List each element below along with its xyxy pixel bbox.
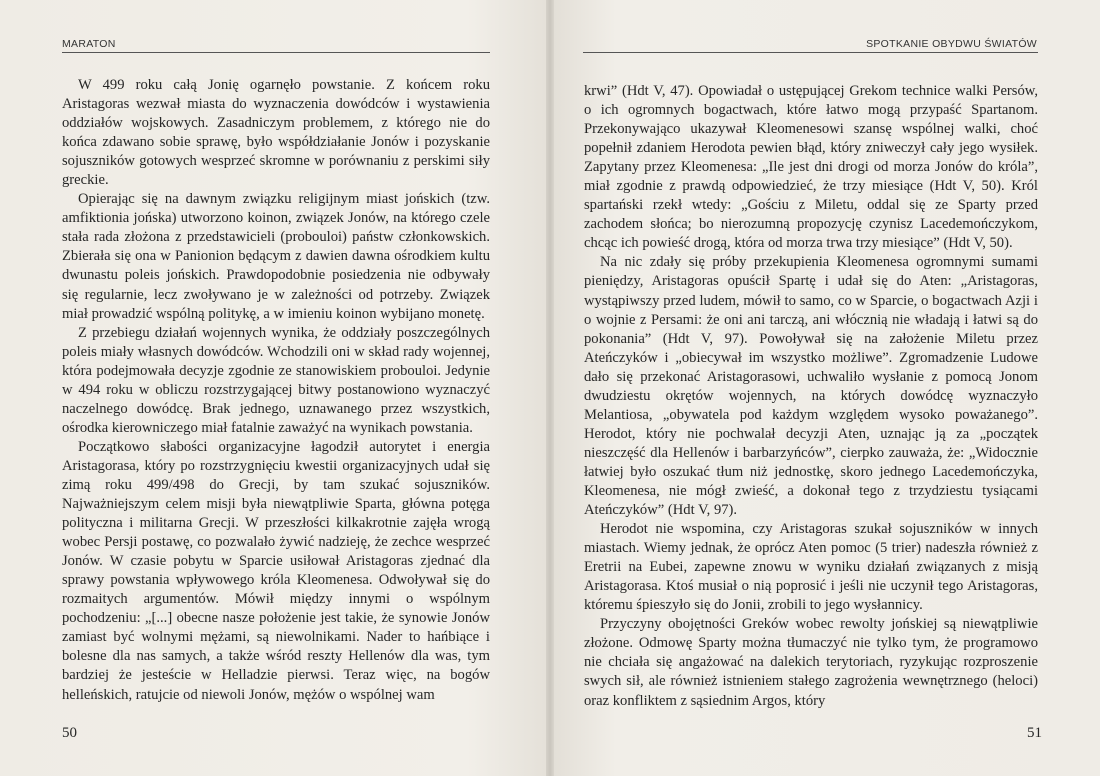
right-page-body — [584, 82, 1038, 711]
paragraph: Przyczyny obojętności Greków wobec rewolty jońskiej są niewątpliwie złożone. Odmowę Sparty można tłumaczyć nie tylko tym, że programowo nie chciała się angażować na dalekich terytoriach, ryzykując rozproszenie swych sił, ale również istnieniem stałego zagrożenia wewnętrznego (heloci) oraz konfliktem z sąsiednim Argos, który — [584, 616, 1038, 709]
page-number-right: 51 — [1027, 725, 1042, 741]
paragraph: Herodot nie wspomina, czy Aristagoras szukał sojuszników w innych miastach. Wiemy jednak, że oprócz Aten pomoc (5 trier) nadeszła również z Eretrii na Eubei, zapewne znowu w wyniku działań związanych z misją Aristagorasa. Ktoś musiał o nią poprosić i jeśli nie uczynił tego Aristagoras, któremu śpieszyło się do Jonii, zrobili to jego wysłannicy. — [584, 521, 1038, 614]
header-rule-left — [62, 52, 490, 53]
right-page — [550, 0, 1100, 776]
paragraph: Początkowo słabości organizacyjne łagodził autorytet i energia Aristagorasa, który po rozstrzygnięciu kwestii organizacyjnych udał się zimą roku 499/498 do Grecji, by tam szukać sojuszników. Najważniejszym celem misji była niewątpliwie Sparta, główna potęga polityczna i militarna Grecji. W przeszłości kilkakrotnie zajęła wrogą wobec Persji postawę, co pozwalało żywić nadzieję, że zechce wesprzeć Jonów. W czasie pobytu w Sparcie usiłował Aristagoras zjednać dla sprawy powstania wpływowego króla Kleomenesa. Odwoływał się do rozmaitych argumentów. Mówił między innymi o wspólnym pochodzeniu: „[...] obecne nasze położenie jest takie, że synowie Jonów zamiast być wolnymi mężami, są niewolnikami. Nader to hańbiące i bolesne dla nas samych, a także wśród reszty Hellenów dla was, tym bardziej że jesteście w Helladzie pierwsi. Teraz więc, na bogów helleńskich, ratujcie od niewoli Jonów, mężów o wspólnej wam — [62, 438, 490, 703]
paragraph: Z przebiegu działań wojennych wynika, że oddziały poszczególnych poleis miały własnych dowódców. Wchodzili oni w skład rady wojennej, która podejmowała decyzje zgodnie ze stanowiskiem probouloi. Jedynie w 494 roku w obliczu rozstrzygającej bitwy postanowiono wyznaczyć naczelnego dowódcę. Brak jednego, uznawanego przez wszystkich, ośrodka kierowniczego miał fatalnie zaważyć na wynikach powstania. — [62, 324, 490, 436]
paragraph: krwi” (Hdt V, 47). Opowiadał o ustępującej Grekom technice walki Persów, o ich ogromnych bogactwach, które łatwo mogą przypaść Spartanom. Przekonywająco ukazywał Kleomenesowi szansę wspólnej walki, choć popełnił zdaniem Herodota pewien błąd, który zniweczył cały jego wysiłek. Zapytany przez Kleomenesa: „Ile jest dni drogi od morza Jonów do króla”, miał zgodnie z prawdą odpowiedzieć, że trzy miesiące (Hdt V, 50). Król spartański rzekł wtedy: „Gościu z Miletu, oddal się ze Sparty przed zachodem słońca; bo nierozumną propozycję czynisz Lacedemończykom, chcąc ich powieść drogą, która od morza trwa trzy miesiące” (Hdt V, 50). — [584, 83, 1038, 252]
paragraph: W 499 roku całą Jonię ogarnęło powstanie. Z końcem roku Aristagoras wezwał miasta do wyznaczenia dowódców i wystawienia oddziałów wojskowych. Zasadniczym problemem, z którego nie do końca zdawano sobie sprawę, było współdziałanie Jonów i pozyskanie sojuszników gotowych wesprzeć skromne w porównaniu z perskimi siły greckie. — [62, 77, 490, 189]
paragraph: Opierając się na dawnym związku religijnym miast jońskich (tzw. amfiktionia jońska) utworzono koinon, związek Jonów, na którego czele stała rada złożona z przedstawicieli (probouloi) państw członkowskich. Zbierała się ona w Panionion będącym z dawien dawna ośrodkiem kultu dwunastu poleis jońskich. Prawdopodobnie posiedzenia nie odbywały się regularnie, lecz zwoływano je w zależności od potrzeby. Związek miał prowadzić wspólną politykę, a w imieniu koinon wybijano monetę. — [62, 191, 490, 322]
book-gutter — [546, 0, 554, 776]
header-rule-right — [583, 52, 1038, 53]
page-number-left: 50 — [62, 725, 77, 741]
left-page-body — [62, 76, 490, 705]
running-head-right: SPOTKANIE OBYDWU ŚWIATÓW — [866, 38, 1037, 50]
paragraph: Na nic zdały się próby przekupienia Kleomenesa ogromnymi sumami pieniędzy, Aristagoras opuścił Spartę i udał się do Aten: „Aristagoras, wystąpiwszy przed ludem, mówił to samo, co w Sparcie, o bogactwach Azji i o wojnie z Persami: że oni ani tarczą, ani włócznią nie władają i łatwi są do pokonania” (Hdt V, 97). Powoływał się na założenie Miletu przez Ateńczyków i „obiecywał im wszystko możliwe”. Zgromadzenie Ludowe dało się przekonać Aristagorasowi, uchwaliło wysłanie z pomocą Jonom dwudziestu okrętów wojennych, na których dowódcę wyznaczyło Melantiosa, „obywatela pod każdym względem wysoko poważanego”. Herodot, który nie pochwalał decyzji Aten, uznając ją za „początek nieszczęść dla Hellenów i barbarzyńców”, cierpko zauważa, że: „Widocznie łatwiej było oszukać tłum niż jednostkę, skoro jednego Lacedemończyka, Kleomenesa, nie mógł zwieść, a dokonał tego z trzydziestu tysiącami Ateńczyków” (Hdt V, 97). — [584, 254, 1038, 519]
running-head-left: MARATON — [62, 38, 116, 50]
